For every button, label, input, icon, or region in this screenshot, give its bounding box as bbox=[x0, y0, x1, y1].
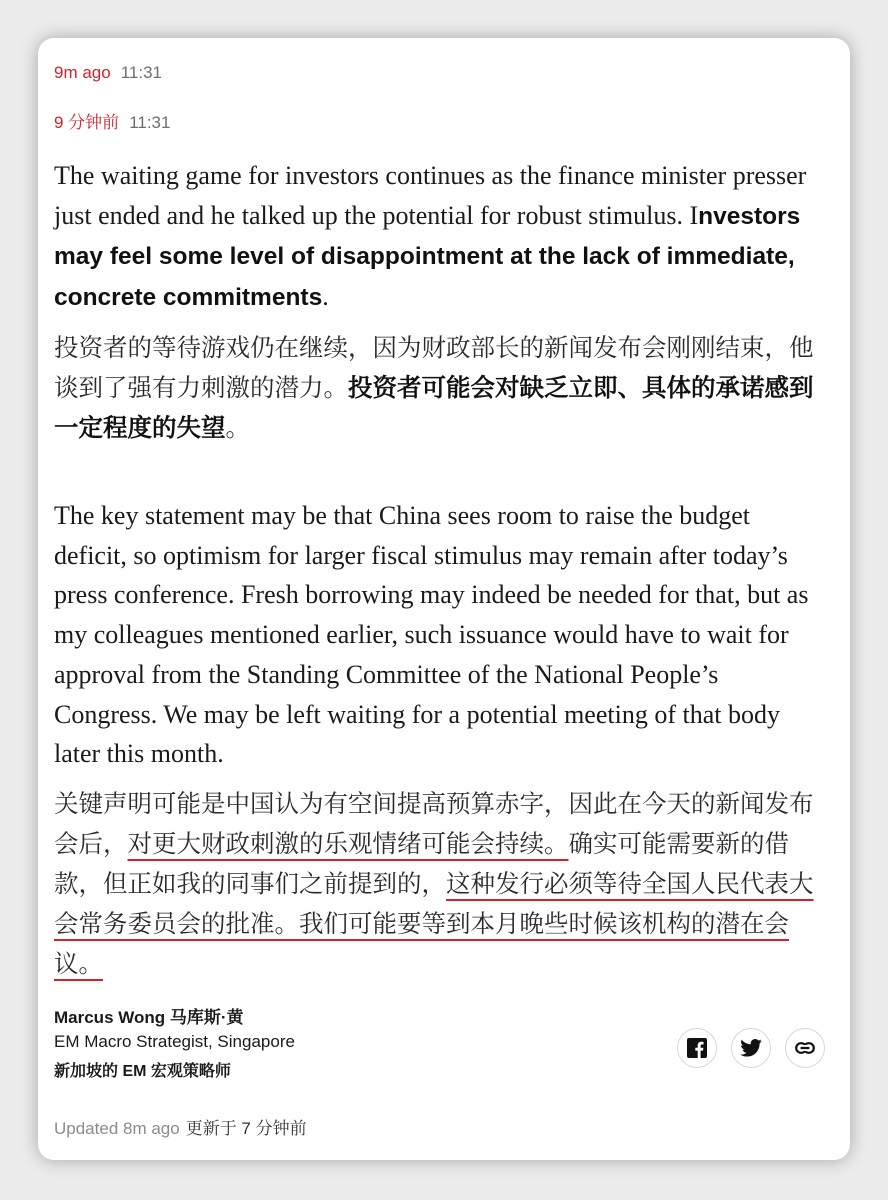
post-timestamp-en bbox=[54, 62, 162, 84]
copy-link-button[interactable] bbox=[785, 1028, 825, 1068]
paragraph-1-en-bold: nvestors may feel some level of disappointment at the lack of immediate, concrete commitments bbox=[54, 202, 801, 312]
paragraph-2-en: The key statement may be that China sees room to raise the budget deficit, so optimism for larger fiscal stimulus may remain after today’s press conference. Fresh borrowing may indeed be needed for that, but as my colleagues mentioned earlier, such issuance would have to wait for approval from the Standing Committee of the National People’s Congress. We may be left waiting for a potential meeting of that body later this month. bbox=[54, 501, 809, 769]
share-twitter-button[interactable] bbox=[731, 1028, 771, 1068]
clock-time-zh: 11:31 bbox=[129, 113, 171, 132]
highlight-underline-1: 对更大财政刺激的乐观情绪可能会持续。 bbox=[127, 829, 569, 858]
share-facebook-button[interactable] bbox=[677, 1028, 717, 1068]
updated-timestamp bbox=[54, 1118, 307, 1140]
paragraph-1-en-end: . bbox=[322, 282, 329, 312]
paragraph-1-zh-bold: 投资者可能会对缺乏立即、具体的承诺感到一定程度的失望 bbox=[54, 373, 814, 442]
relative-time: 9m ago bbox=[54, 63, 111, 82]
paragraph-1-en bbox=[54, 156, 824, 318]
link-icon bbox=[795, 1042, 815, 1054]
facebook-icon bbox=[687, 1038, 707, 1058]
paragraph-2-zh bbox=[54, 784, 824, 984]
author-role-zh: 新加坡的 EM 宏观策略师 bbox=[54, 1063, 231, 1080]
updated-text-zh: 更新于 7 分钟前 bbox=[185, 1119, 307, 1138]
author-name: Marcus Wong 马库斯·黄 bbox=[54, 1008, 244, 1027]
paragraph-1-zh-end: 。 bbox=[225, 413, 250, 442]
author-role: EM Macro Strategist, Singapore bbox=[54, 1032, 295, 1051]
paragraph-1-zh-text: 投资者的等待游戏仍在继续，因为财政部长的新闻发布会刚刚结束，他谈到了强有力刺激的潜力。 bbox=[54, 333, 814, 402]
paragraph-1-zh bbox=[54, 328, 824, 448]
updated-text-en: Updated 8m ago bbox=[54, 1119, 180, 1138]
paragraph-2-zh-part1: 关键声明可能是中国认为有空间提高预算赤字，因此在今天的新闻发布会后， bbox=[54, 789, 814, 858]
author-byline bbox=[54, 1006, 295, 1084]
post-timestamp-zh bbox=[54, 112, 170, 134]
paragraph-2-zh-part2: 确实可能需要新的借款，但正如我的同事们之前提到的， bbox=[54, 829, 789, 898]
twitter-icon bbox=[740, 1039, 762, 1057]
relative-time-zh: 9 分钟前 bbox=[54, 113, 120, 132]
highlight-underline-2: 这种发行必须等待全国人民代表大会常务委员会的批准。我们可能要等到本月晚些时候该机构的潜在会议。 bbox=[54, 869, 814, 978]
live-blog-post-card bbox=[38, 38, 850, 1160]
clock-time: 11:31 bbox=[120, 63, 162, 82]
paragraph-1-en-text: The waiting game for investors continues as the finance minister presser just ended and he talked up the potential for robust stimulus. I bbox=[54, 161, 807, 230]
